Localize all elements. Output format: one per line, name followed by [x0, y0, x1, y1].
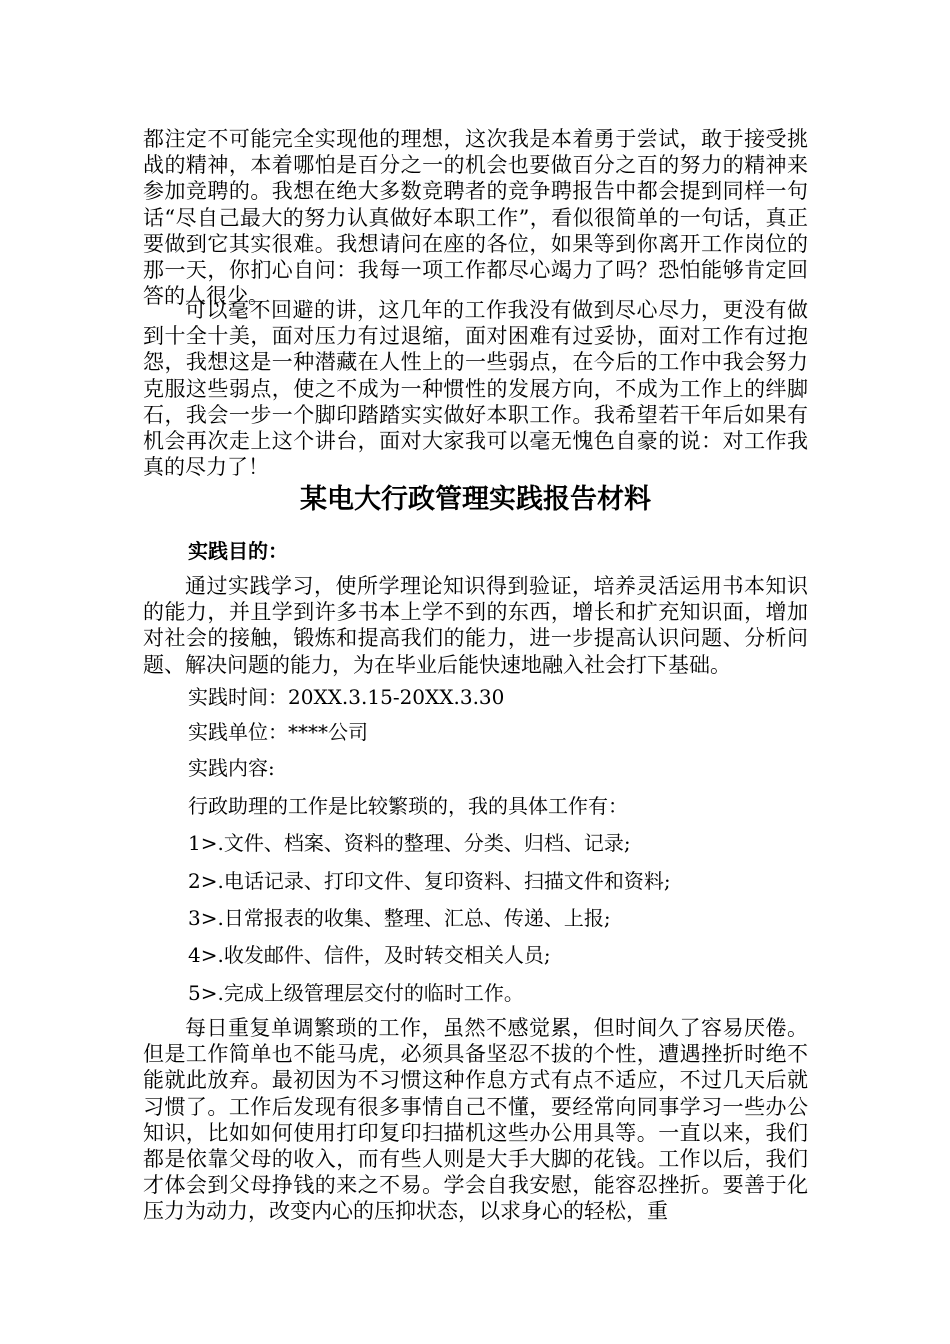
section-heading-purpose: 实践目的： — [188, 539, 288, 563]
paragraph-continuation: 都注定不可能完全实现他的理想，这次我是本着勇于尝试，敢于接受挑战的精神，本着哪怕是百分之一的机会也要做百分之百的努力的精神来参加竞聘的。我想在绝大多数竞聘者的竞争聘报告中都会提到同样一句话“尽自己最大的努力认真做好本职工作”，看似很简单的一句话，真正要做到它其实很难。我想请问在座的各位，如果等到你离开工作岗位的那一天，你扪心自问：我每一项工作都尽心竭力了吗？恐怕能够肯定回答的人很少。 — [143, 127, 808, 309]
practice-unit: 实践单位：****公司 — [188, 720, 368, 744]
paragraph-closing: 每日重复单调繁琐的工作，虽然不感觉累，但时间久了容易厌倦。但是工作简单也不能马虎，必须具备坚忍不拔的个性，遭遇挫折时绝不能就此放弃。最初因为不习惯这种作息方式有点不适应，不过几天后就习惯了。工作后发现有很多事情自己不懂，要经常向同事学习一些办公知识，比如如何使用打印复印扫描机这些办公用具等。一直以来，我们都是依靠父母的收入，而有些人则是大手大脚的花钱。工作以后，我们才体会到父母挣钱的来之不易。学会自我安慰，能容忍挫折。要善于化压力为动力，改变内心的压抑状态，以求身心的轻松，重 — [143, 1016, 808, 1224]
duties-intro: 行政助理的工作是比较繁琐的，我的具体工作有： — [188, 794, 628, 818]
duty-item-2: 2>.电话记录、打印文件、复印资料、扫描文件和资料; — [188, 869, 671, 893]
paragraph-purpose: 通过实践学习，使所学理论知识得到验证，培养灵活运用书本知识的能力，并且学到许多书本上学不到的东西，增长和扩充知识面，增加对社会的接触，锻炼和提高我们的能力，进一步提高认识问题、分析问题、解决问题的能力，为在毕业后能快速地融入社会打下基础。 — [143, 574, 808, 677]
duty-item-3: 3>.日常报表的收集、整理、汇总、传递、上报; — [188, 906, 611, 930]
duty-item-1: 1>.文件、档案、资料的整理、分类、归档、记录; — [188, 831, 631, 855]
document-title: 某电大行政管理实践报告材料 — [300, 484, 651, 515]
practice-content-label: 实践内容: — [188, 756, 275, 780]
duty-item-5: 5>.完成上级管理层交付的临时工作。 — [188, 981, 524, 1005]
paragraph-self-reflection: 可以毫不回避的讲，这几年的工作我没有做到尽心尽力，更没有做到十全十美，面对压力有过退缩，面对困难有过妥协，面对工作有过抱怨，我想这是一种潜藏在人性上的一些弱点，在今后的工作中我会努力克服这些弱点，使之不成为一种惯性的发展方向，不成为工作上的绊脚石，我会一步一个脚印踏踏实实做好本职工作。我希望若干年后如果有机会再次走上这个讲台，面对大家我可以毫无愧色自豪的说：对工作我真的尽力了！ — [143, 298, 808, 480]
duty-item-4: 4>.收发邮件、信件，及时转交相关人员; — [188, 943, 551, 967]
practice-time: 实践时间：20XX.3.15-20XX.3.30 — [188, 685, 505, 709]
